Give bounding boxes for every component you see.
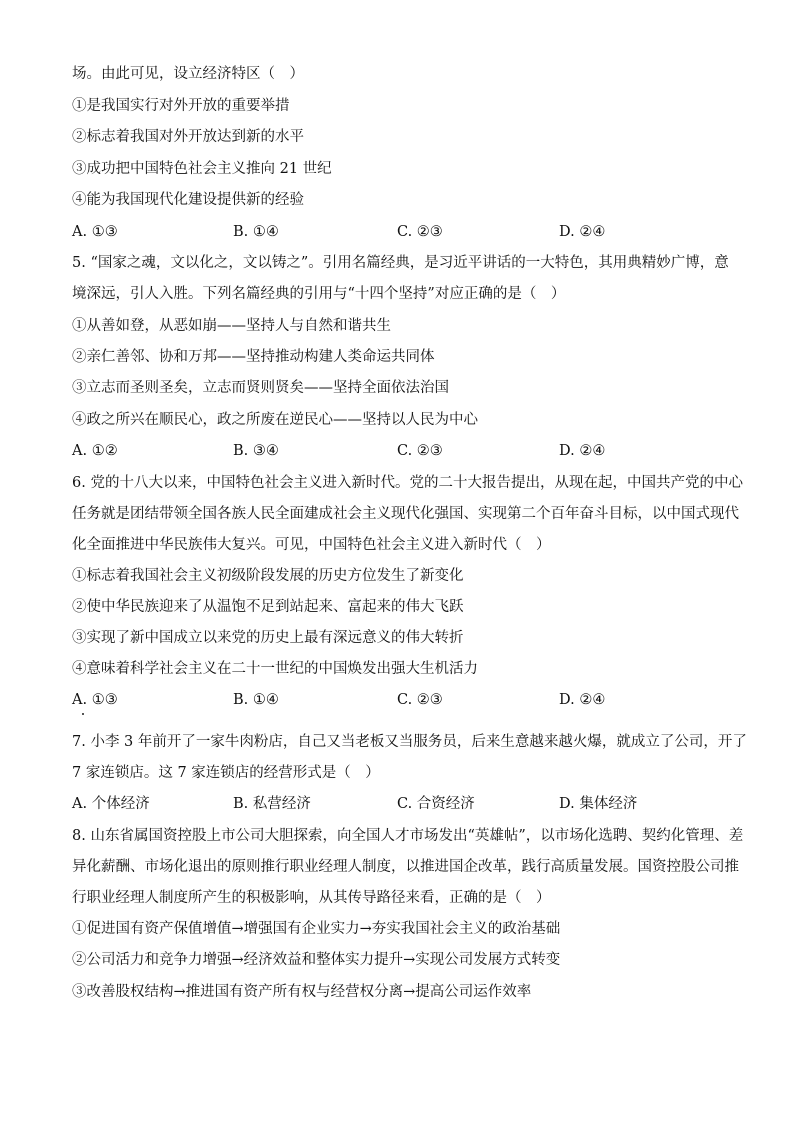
q6-statement-4: ④意味着科学社会主义在二十一世纪的中国焕发出强大生机活力 — [72, 661, 478, 677]
q7-stem-line-1: 7. 小李 3 年前开了一家牛肉粉店，自己又当老板又当服务员，后来生意越来越火爆，就成立了公司，开了 — [72, 734, 747, 750]
q5-statement-1: ①从善如登，从恶如崩——坚持人与自然和谐共生 — [72, 318, 391, 334]
q6-option-b: B. ①④ — [233, 692, 279, 708]
q5-option-b: B. ③④ — [233, 443, 279, 459]
stray-mark — [82, 713, 84, 715]
q5-statement-4: ④政之所兴在顺民心，政之所废在逆民心——坚持以人民为中心 — [72, 412, 478, 428]
q4-statement-2: ②标志着我国对外开放达到新的水平 — [72, 129, 304, 145]
q6-option-d: D. ②④ — [559, 692, 606, 708]
q4-option-c: C. ②③ — [397, 224, 443, 240]
q6-option-c: C. ②③ — [397, 692, 443, 708]
q4-option-b: B. ①④ — [233, 224, 279, 240]
q5-statement-3: ③立志而圣则圣矣，立志而贤则贤矣——坚持全面依法治国 — [72, 380, 449, 396]
q8-statement-2: ②公司活力和竞争力增强→经济效益和整体实力提升→实现公司发展方式转变 — [72, 952, 561, 968]
q8-stem-line-3: 行职业经理人制度所产生的积极影响，从其传导路径来看，正确的是（ ） — [72, 890, 551, 906]
q6-statement-1: ①标志着我国社会主义初级阶段发展的历史方位发生了新变化 — [72, 568, 464, 584]
q4-statement-1: ①是我国实行对外开放的重要举措 — [72, 98, 290, 114]
q8-stem-line-2: 异化薪酬、市场化退出的原则推行职业经理人制度，以推进国企改革，践行高质量发展。国资控股公司推 — [72, 859, 739, 875]
q5-option-c: C. ②③ — [397, 443, 443, 459]
q7-option-b: B. 私营经济 — [233, 796, 311, 812]
q4-statement-4: ④能为我国现代化建设提供新的经验 — [72, 192, 304, 208]
q7-stem-line-2: 7 家连锁店。这 7 家连锁店的经营形式是（ ） — [72, 765, 380, 781]
q6-stem-line-2: 任务就是团结带领全国各族人民全面建成社会主义现代化强国、实现第二个百年奋斗目标，以中国式现代 — [72, 506, 739, 522]
q8-statement-3: ③改善股权结构→推进国有资产所有权与经营权分离→提高公司运作效率 — [72, 984, 532, 1000]
q5-stem-line-2: 境深远，引人入胜。下列名篇经典的引用与“十四个坚持”对应正确的是（ ） — [72, 286, 566, 302]
q5-option-d: D. ②④ — [559, 443, 606, 459]
q7-option-a: A. 个体经济 — [72, 796, 150, 812]
q4-statement-3: ③成功把中国特色社会主义推向 21 世纪 — [72, 161, 332, 177]
q7-option-d: D. 集体经济 — [559, 796, 638, 812]
q7-options — [72, 794, 732, 814]
q5-options — [72, 441, 732, 461]
q6-statement-3: ③实现了新中国成立以来党的历史上最有深远意义的伟大转折 — [72, 630, 464, 646]
q7-option-c: C. 合资经济 — [397, 796, 475, 812]
q4-option-a: A. ①③ — [72, 224, 118, 240]
q6-stem-line-3: 化全面推进中华民族伟大复兴。可见，中国特色社会主义进入新时代（ ） — [72, 537, 551, 553]
q8-stem-line-1: 8. 山东省属国资控股上市公司大胆探索，向全国人才市场发出“英雄帖”，以市场化选聘、契约化管理、差 — [72, 828, 744, 844]
q6-option-a: A. ①③ — [72, 692, 118, 708]
q4-stem: 场。由此可见，设立经济特区（ ） — [72, 66, 304, 82]
q5-stem-line-1: 5. “国家之魂，文以化之，文以铸之”。引用名篇经典，是习近平讲话的一大特色，其用典精妙广博，意 — [72, 255, 729, 271]
q6-stem-line-1: 6. 党的十八大以来，中国特色社会主义进入新时代。党的二十大报告提出，从现在起，中国共产党的中心 — [72, 475, 743, 491]
q5-option-a: A. ①② — [72, 443, 118, 459]
q4-option-d: D. ②④ — [559, 224, 606, 240]
q8-statement-1: ①促进国有资产保值增值→增强国有企业实力→夯实我国社会主义的政治基础 — [72, 921, 561, 937]
q5-statement-2: ②亲仁善邻、协和万邦——坚持推动构建人类命运共同体 — [72, 349, 435, 365]
q6-options — [72, 690, 732, 710]
q6-statement-2: ②使中华民族迎来了从温饱不足到站起来、富起来的伟大飞跃 — [72, 599, 464, 615]
q4-options — [72, 222, 732, 242]
